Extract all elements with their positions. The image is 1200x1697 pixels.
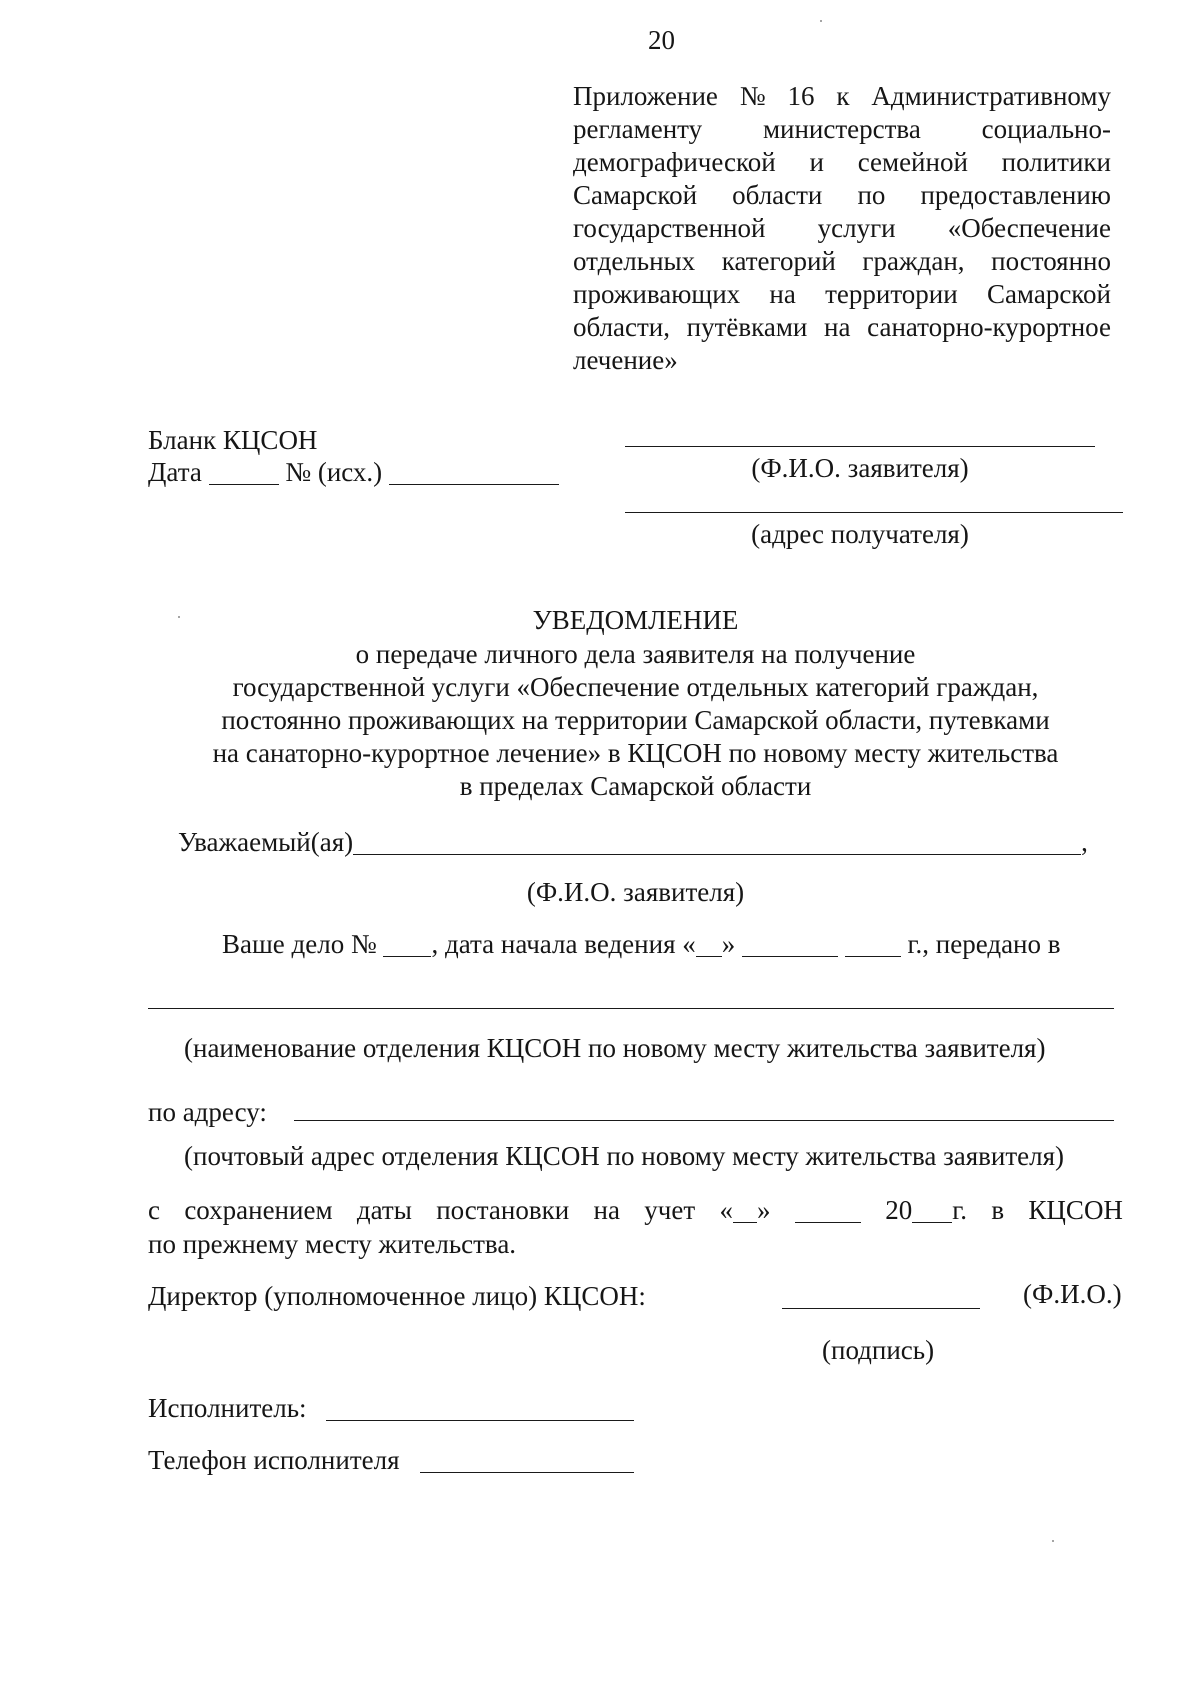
registration-date-word: с [148,1195,160,1225]
registration-month-field [795,1194,861,1227]
registration-date-word: « [719,1195,734,1225]
address-line [294,1120,1114,1121]
executor-phone-line [420,1472,634,1473]
registration-date-word: г. [952,1195,967,1225]
greeting-label: Уважаемый(ая) [178,827,354,857]
appendix-word: регламенту [573,114,703,144]
appendix-line [573,80,1111,113]
appendix-word: услуги [817,213,896,243]
registration-date-word: на [593,1195,620,1225]
executor-line [326,1420,634,1421]
appendix-line [573,311,1111,344]
case-transfer-line [222,928,1061,961]
appendix-word: по [857,180,886,210]
new-department-caption: (наименование отделения КЦСОН по новому месту жительства заявителя) [184,1033,1046,1063]
case-date-close: » [721,929,736,959]
appendix-word: на [824,312,851,342]
appendix-line [573,113,1111,146]
appendix-word: граждан, [862,246,965,276]
appendix-word: «Обеспечение [947,213,1111,243]
appendix-word: Самарской [573,180,698,210]
appendix-word: государственной [573,213,766,243]
appendix-line [573,146,1111,179]
appendix-word: министерства [762,114,921,144]
greeting-comma: , [1081,827,1088,857]
registration-year-group [885,1194,967,1227]
applicant-name-line [625,446,1095,447]
scan-speck [820,20,822,22]
appendix-word: Административному [871,81,1111,111]
appendix-reference [573,80,1111,377]
applicant-name-caption: (Ф.И.О. заявителя) [751,453,969,483]
registration-day-field [733,1194,757,1227]
appendix-word: 16 [787,81,815,111]
appendix-word: на [769,279,796,309]
notice-subtitle-line: государственной услуги «Обеспечение отдельных категорий граждан, [232,672,1039,702]
appendix-word: категорий [721,246,836,276]
appendix-word: Самарской [986,279,1111,309]
signature-caption: (подпись) [822,1335,935,1365]
appendix-word: политики [1001,147,1111,177]
appendix-line [573,179,1111,212]
appendix-word: и [809,147,824,177]
executor-phone-label: Телефон исполнителя [148,1445,400,1475]
notice-subtitle-line: на санаторно-курортное лечение» в КЦСОН по новому месту жительства [212,738,1059,768]
registration-date-word: сохранением [184,1195,333,1225]
appendix-line [573,212,1111,245]
appendix-word: области, [573,312,671,342]
appendix-word: территории [825,279,958,309]
executor-label: Исполнитель: [148,1393,307,1423]
appendix-word: социально- [981,114,1111,144]
registration-date-line [148,1194,1123,1227]
greeting-name-field [353,826,1081,859]
director-label: Директор (уполномоченное лицо) КЦСОН: [148,1281,646,1311]
registration-year-field [912,1194,952,1227]
case-month-field [742,928,838,961]
scan-speck [178,616,180,618]
case-year-suffix: г., передано в [907,929,1061,959]
recipient-address-caption: (адрес получателя) [751,519,969,549]
registration-date-word: » [757,1195,771,1225]
director-signature-line [782,1308,980,1309]
appendix-line [573,245,1111,278]
appendix-word: проживающих [573,279,741,309]
recipient-address-line [625,512,1123,513]
notice-subtitle-line: в пределах Самарской области [459,771,812,801]
registration-date-word: 20 [885,1195,913,1225]
greeting-name-caption: (Ф.И.О. заявителя) [526,877,745,907]
notice-subtitle-line: о передаче личного дела заявителя на получение [355,639,916,669]
kcson-letterhead-label: Бланк КЦСОН [148,425,318,455]
new-department-line [148,1008,1114,1009]
appendix-word: демографической [573,147,776,177]
case-number-field [383,928,431,961]
notice-title: УВЕДОМЛЕНИЕ [532,605,739,635]
case-year-field [845,928,901,961]
appendix-word: постоянно [991,246,1111,276]
case-number-label: Ваше дело № [222,929,377,959]
director-name: (Ф.И.О.) [1023,1279,1122,1309]
appendix-word: путёвками [686,312,808,342]
date-label: Дата [148,457,202,487]
appendix-word: предоставлению [920,180,1111,210]
registration-day-group [720,1194,771,1227]
case-day-field [696,928,722,961]
registration-date-word: учет [644,1195,696,1225]
case-date-label: , дата начала ведения « [431,929,696,959]
appendix-line [573,278,1111,311]
outgoing-date-number [148,456,559,489]
page-number: 20 [648,25,675,55]
outgoing-number-label: № (исх.) [285,457,383,487]
registration-date-line-2: по прежнему месту жительства. [148,1229,517,1259]
registration-date-word: постановки [436,1195,570,1225]
appendix-word: № [739,81,766,111]
date-field [209,456,279,489]
greeting-line [178,826,1088,859]
outgoing-number-field [389,456,559,489]
appendix-word: санаторно-курортное [867,312,1111,342]
appendix-last-line: лечение» [573,345,678,375]
notice-subtitle-line: постоянно проживающих на территории Самарской области, путевками [221,705,1050,735]
appendix-word: области [732,180,823,210]
registration-date-word: КЦСОН [1028,1195,1123,1225]
registration-date-word: даты [356,1195,412,1225]
address-caption: (почтовый адрес отделения КЦСОН по новому месту жительства заявителя) [184,1141,1065,1171]
scan-speck [1052,1540,1054,1542]
notice-subtitle [148,638,1123,803]
registration-date-word: в [991,1195,1005,1225]
appendix-word: отдельных [573,246,696,276]
appendix-word: Приложение [573,81,718,111]
address-label: по адресу: [148,1097,267,1127]
appendix-word: к [836,81,850,111]
appendix-word: семейной [857,147,968,177]
